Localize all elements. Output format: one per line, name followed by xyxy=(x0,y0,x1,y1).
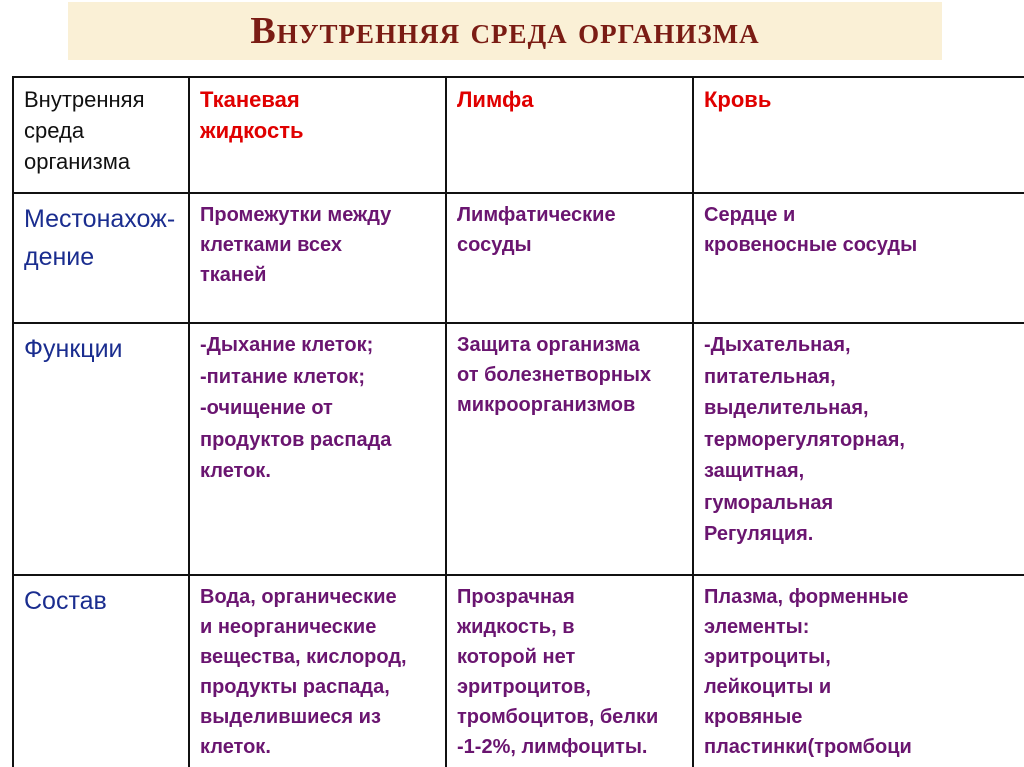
cell-text: Промежутки между клетками всех тканей xyxy=(200,204,392,286)
cell-text: -Дыхание клеток; -питание клеток; -очищение от продуктов распада клеток. xyxy=(200,334,392,482)
comparison-table xyxy=(12,76,1024,767)
row-header-location: Местонахож- дение xyxy=(24,205,176,271)
column-header-lymph: Лимфа xyxy=(457,87,534,112)
header-cell-corner xyxy=(13,77,189,193)
table-cell xyxy=(693,575,1024,767)
table-cell xyxy=(693,193,1024,323)
cell-text: Защита организма от болезнетворных микроорганизмов xyxy=(457,334,652,416)
title-banner xyxy=(68,2,942,60)
slide-title: Внутренняя среда организма xyxy=(250,10,760,52)
row-header-functions: Функции xyxy=(24,335,123,363)
cell-text: Прозрачная жидкость, в которой нет эритроцитов, тромбоцитов, белки -1-2%, лимфоциты. xyxy=(457,586,659,758)
header-cell-blood xyxy=(693,77,1024,193)
cell-text: Сердце и кровеносные сосуды xyxy=(704,204,918,256)
table-row xyxy=(13,193,1024,323)
row-header-composition: Состав xyxy=(24,587,107,615)
corner-label: Внутренняя среда организма xyxy=(24,87,145,174)
table-cell xyxy=(446,323,693,575)
column-header-blood: Кровь xyxy=(704,87,772,112)
table-cell xyxy=(189,575,446,767)
cell-text: -Дыхательная, питательная, выделительная, терморегуляторная, защитная, гуморальная Регуляция. xyxy=(704,334,905,545)
cell-text: Вода, органические и неорганические вещества, кислород, продукты распада, выделившиеся из клеток. xyxy=(200,586,407,758)
header-cell-tissue-fluid xyxy=(189,77,446,193)
row-header-cell xyxy=(13,575,189,767)
header-cell-lymph xyxy=(446,77,693,193)
table-cell xyxy=(189,323,446,575)
row-header-cell xyxy=(13,323,189,575)
table-cell xyxy=(446,575,693,767)
table-cell xyxy=(446,193,693,323)
table-cell xyxy=(189,193,446,323)
cell-text: Лимфатические сосуды xyxy=(457,204,616,256)
column-header-tissue-fluid: Тканевая жидкость xyxy=(200,87,304,143)
table-row xyxy=(13,323,1024,575)
row-header-cell xyxy=(13,193,189,323)
table-cell xyxy=(693,323,1024,575)
table-header-row xyxy=(13,77,1024,193)
cell-text: Плазма, форменные элементы: эритроциты, лейкоциты и кровяные пластинки(тромбоци xyxy=(704,586,912,758)
table-row xyxy=(13,575,1024,767)
